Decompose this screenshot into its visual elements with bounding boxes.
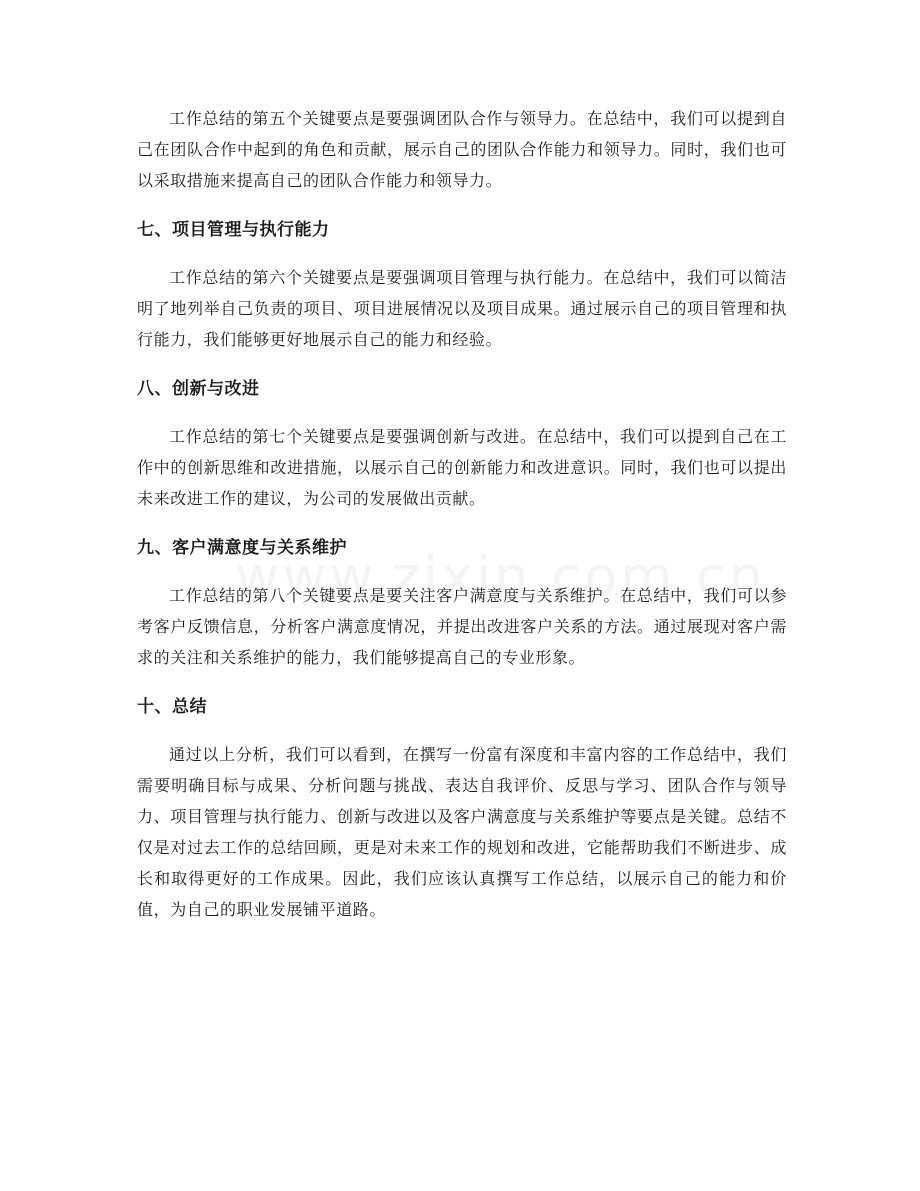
section-heading-summary: 十、总结: [137, 697, 207, 717]
paragraph-project-management: 工作总结的第六个关键要点是要强调项目管理与执行能力。在总结中，我们可以简洁明了地列举自己负责的项目、项目进展情况以及项目成果。通过展示自己的项目管理和执行能力，我们能够更好地展示自己的能力和经验。: [137, 268, 787, 349]
paragraph-customer-satisfaction: 工作总结的第八个关键要点是要关注客户满意度与关系维护。在总结中，我们可以参考客户反馈信息，分析客户满意度情况，并提出改进客户关系的方法。通过展现对客户需求的关注和关系维护的能力，我们能够提高自己的专业形象。: [137, 586, 787, 667]
section-heading-customer-satisfaction: 九、客户满意度与关系维护: [137, 538, 347, 558]
section-heading-innovation: 八、创新与改进: [137, 379, 260, 399]
paragraph-summary: 通过以上分析，我们可以看到，在撰写一份富有深度和丰富内容的工作总结中，我们需要明确目标与成果、分析问题与挑战、表达自我评价、反思与学习、团队合作与领导力、项目管理与执行能力、创新与改进以及客户满意度与关系维护等要点是关键。总结不仅是对过去工作的总结回顾，更是对未来工作的规划和改进，它能帮助我们不断进步、成长和取得更好的工作成果。因此，我们应该认真撰写工作总结，以展示自己的能力和价值，为自己的职业发展铺平道路。: [137, 745, 787, 919]
document-body: [137, 103, 787, 925]
paragraph-team-leadership: 工作总结的第五个关键要点是要强调团队合作与领导力。在总结中，我们可以提到自己在团队合作中起到的角色和贡献，展示自己的团队合作能力和领导力。同时，我们也可以采取措施来提高自己的团队合作能力和领导力。: [137, 109, 787, 190]
section-heading-project-management: 七、项目管理与执行能力: [137, 220, 330, 240]
paragraph-innovation: 工作总结的第七个关键要点是要强调创新与改进。在总结中，我们可以提到自己在工作中的创新思维和改进措施，以展示自己的创新能力和改进意识。同时，我们也可以提出未来改进工作的建议，为公司的发展做出贡献。: [137, 427, 787, 508]
